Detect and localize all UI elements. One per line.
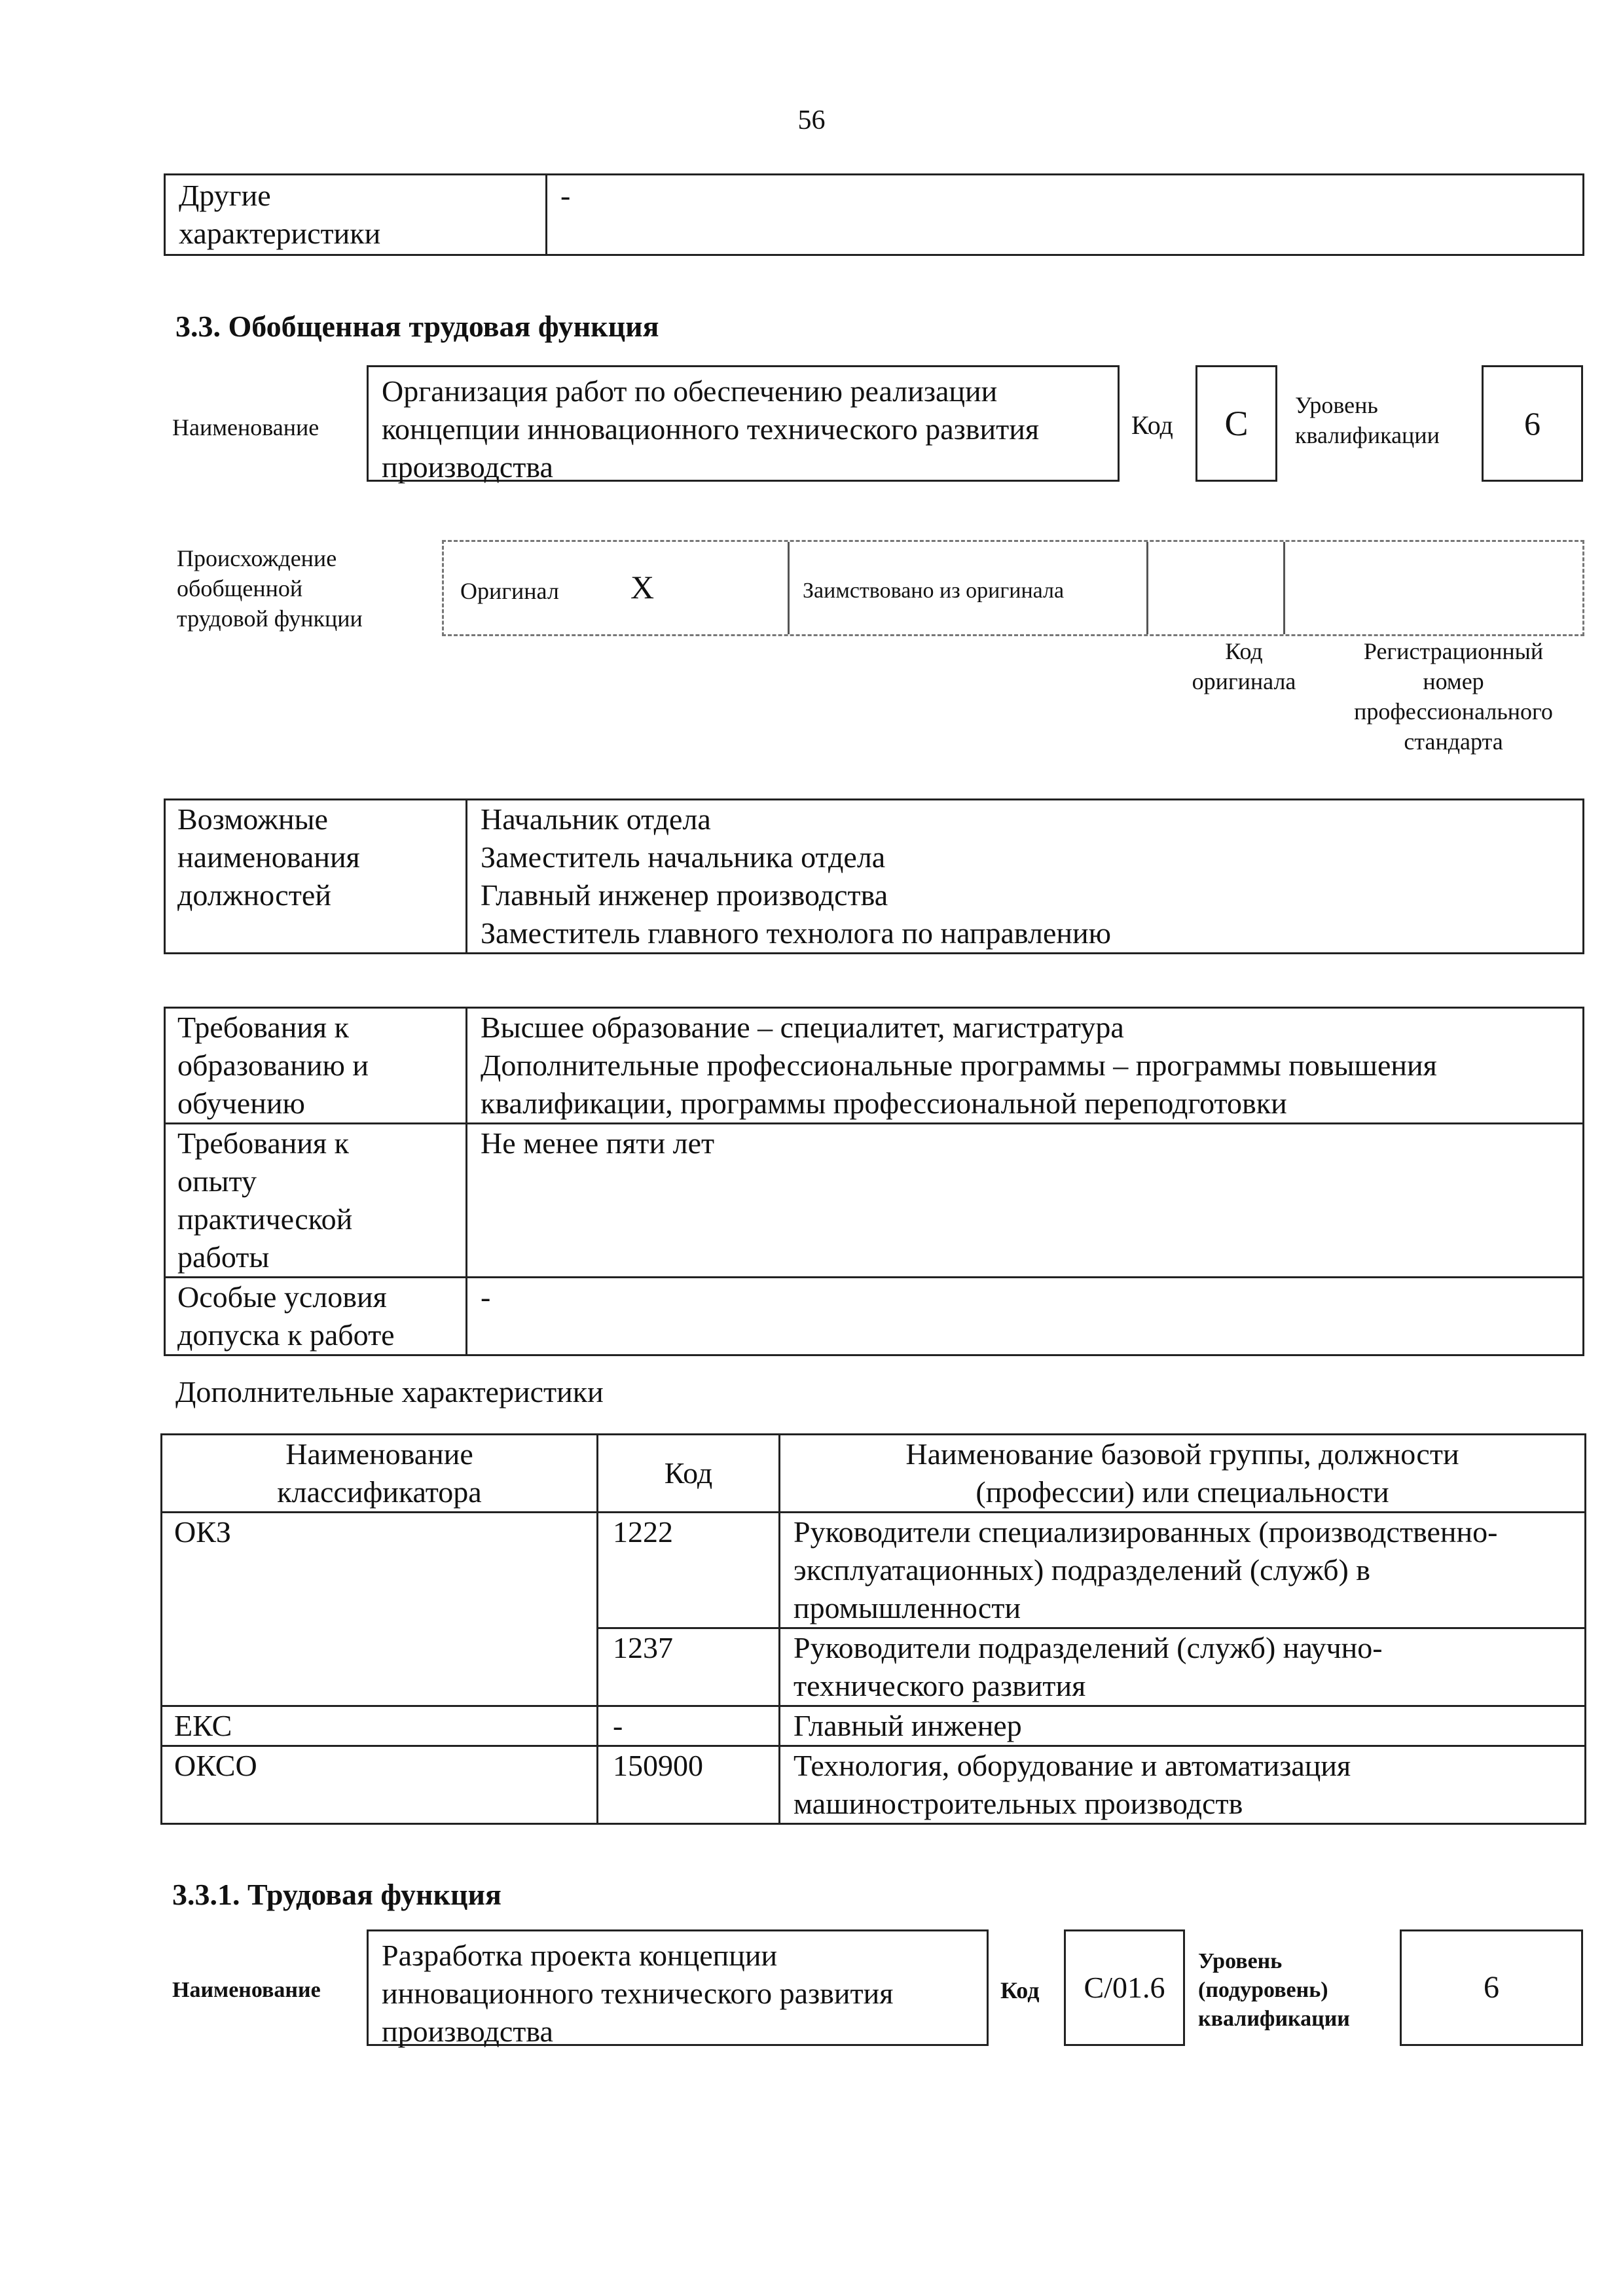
gtf-level-value: 6 (1482, 365, 1583, 482)
header-code: Код (598, 1435, 780, 1513)
eks-desc: Главный инженер (780, 1706, 1586, 1746)
origin-divider-3 (1283, 542, 1285, 634)
origin-table (442, 540, 1584, 636)
okso-code: 150900 (598, 1746, 780, 1824)
tf-level-label: Уровень (подуровень) квалификации (1198, 1949, 1350, 2031)
other-characteristics-value: - (547, 175, 1584, 255)
other-characteristics-table (164, 173, 1584, 256)
okz-desc-1: Руководители специализированных (производственно- эксплуатационных) подразделений (служб) в промышленности (780, 1513, 1586, 1628)
education-label: Требования к образованию и обучению (165, 1008, 467, 1124)
position-item: Заместитель начальника отдела (481, 840, 886, 874)
okso-desc: Технология, оборудование и автоматизация машиностроительных производств (780, 1746, 1586, 1824)
experience-value: Не менее пяти лет (467, 1124, 1584, 1278)
page-number: 56 (797, 105, 826, 135)
gtf-code-label: Код (1131, 410, 1173, 440)
okz-name: ОКЗ (162, 1513, 598, 1706)
origin-divider-1 (788, 542, 790, 634)
tf-level-value: 6 (1400, 1929, 1583, 2046)
additional-table (160, 1433, 1586, 1825)
okz-code-2: 1237 (598, 1628, 780, 1706)
other-characteristics-label: Другие характеристики (165, 175, 547, 255)
position-item: Заместитель главного технолога по направлению (481, 916, 1112, 950)
experience-label: Требования к опыту практической работы (165, 1124, 467, 1278)
okso-name: ОКСО (162, 1746, 598, 1824)
origin-code-caption: Код оригинала (1192, 638, 1296, 694)
gtf-name-value: Организация работ по обеспечению реализации концепции инновационного технического развития производства (367, 365, 1120, 482)
section-3-3-title: 3.3. Обобщенная трудовая функция (175, 310, 659, 343)
header-description: Наименование базовой группы, должности (профессии) или специальности (780, 1435, 1586, 1513)
origin-original-label: Оригинал (460, 578, 559, 604)
position-item: Начальник отдела (481, 802, 711, 836)
conditions-label: Особые условия допуска к работе (165, 1278, 467, 1355)
gtf-name-label: Наименование (172, 414, 319, 440)
origin-original-mark: X (630, 569, 655, 605)
origin-borrowed-label: Заимствовано из оригинала (803, 579, 1065, 603)
tf-name-value: Разработка проекта концепции инновационного технического развития производства (367, 1929, 989, 2046)
education-value: Высшее образование – специалитет, магистратура Дополнительные профессиональные программы – программы повышения квалификации, программы профессиональной переподготовки (467, 1008, 1584, 1124)
okz-desc-2: Руководители подразделений (служб) научно- технического развития (780, 1628, 1586, 1706)
tf-code-value: C/01.6 (1064, 1929, 1185, 2046)
okz-code-1: 1222 (598, 1513, 780, 1628)
eks-name: ЕКС (162, 1706, 598, 1746)
requirements-table (164, 1007, 1584, 1356)
section-3-3-1-title: 3.3.1. Трудовая функция (172, 1878, 501, 1911)
positions-list (467, 800, 1584, 954)
additional-title: Дополнительные характеристики (175, 1375, 604, 1408)
positions-table (164, 798, 1584, 954)
tf-name-label: Наименование (172, 1978, 321, 2002)
eks-code: - (598, 1706, 780, 1746)
positions-label: Возможные наименования должностей (165, 800, 467, 954)
tf-code-label: Код (1000, 1977, 1040, 2003)
origin-reg-caption: Регистрационный номер профессионального стандарта (1354, 638, 1553, 755)
header-classifier: Наименование классификатора (162, 1435, 598, 1513)
conditions-value: - (467, 1278, 1584, 1355)
gtf-level-label: Уровень квалификации (1295, 392, 1440, 448)
gtf-code-value: C (1195, 365, 1277, 482)
origin-divider-2 (1146, 542, 1148, 634)
position-item: Главный инженер производства (481, 878, 888, 912)
origin-label: Происхождение обобщенной трудовой функции (177, 545, 363, 632)
